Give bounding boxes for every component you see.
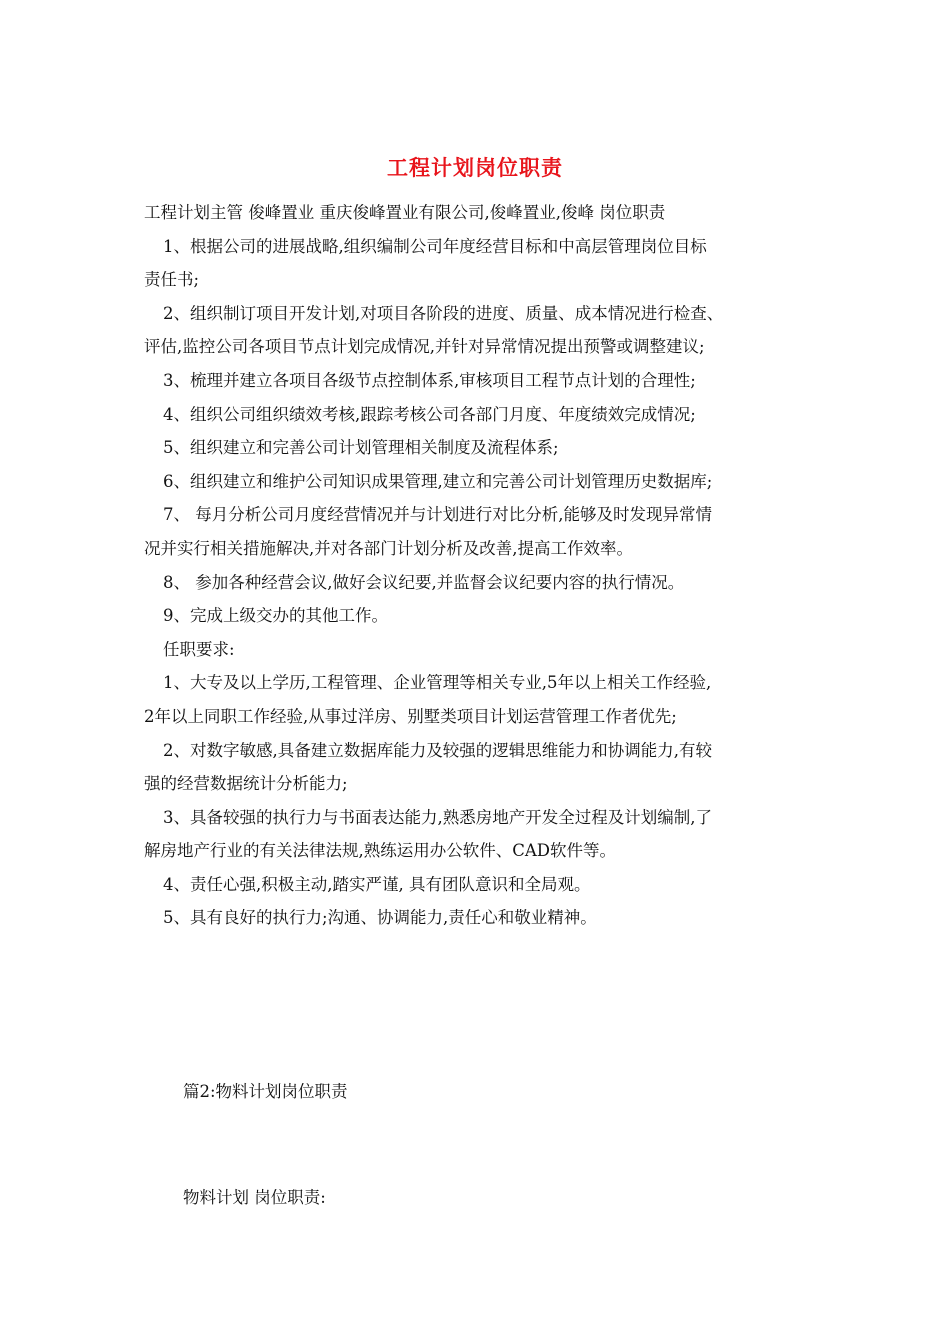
- body-line: 6、组织建立和维护公司知识成果管理,建立和完善公司计划管理历史数据库;: [163, 471, 713, 491]
- body-line: 1、大专及以上学历,工程管理、企业管理等相关专业,5年以上相关工作经验,: [163, 673, 712, 693]
- body-line: 5、组织建立和完善公司计划管理相关制度及流程体系;: [163, 438, 559, 458]
- document-body: [144, 196, 814, 935]
- body-line: 3、梳理并建立各项目各级节点控制体系,审核项目工程节点计划的合理性;: [163, 370, 696, 390]
- body-line: 7、 每月分析公司月度经营情况并与计划进行对比分析,能够及时发现异常情: [163, 505, 712, 525]
- requirements-heading: 任职要求:: [163, 639, 235, 659]
- subtitle-line: 工程计划主管 俊峰置业 重庆俊峰置业有限公司,俊峰置业,俊峰 岗位职责: [144, 203, 666, 222]
- body-line: 强的经营数据统计分析能力;: [144, 774, 348, 794]
- document-title: 工程计划岗位职责: [387, 155, 563, 180]
- body-line: 况并实行相关措施解决,并对各部门计划分析及改善,提高工作效率。: [144, 538, 633, 558]
- body-line: 责任书;: [144, 270, 200, 290]
- body-line: 9、完成上级交办的其他工作。: [163, 606, 388, 626]
- section2-heading: 篇2:物料计划岗位职责: [183, 1082, 348, 1101]
- body-line: 4、责任心强,积极主动,踏实严谨, 具有团队意识和全局观。: [163, 874, 591, 894]
- body-line: 2、组织制订项目开发计划,对项目各阶段的进度、质量、成本情况进行检查、: [163, 303, 724, 323]
- body-line: 1、根据公司的进展战略,组织编制公司年度经营目标和中高层管理岗位目标: [163, 236, 707, 256]
- body-line: 评估,监控公司各项目节点计划完成情况,并针对异常情况提出预警或调整建议;: [144, 337, 705, 357]
- body-line: 8、 参加各种经营会议,做好会议纪要,并监督会议纪要内容的执行情况。: [163, 572, 685, 592]
- body-line: 2、对数字敏感,具备建立数据库能力及较强的逻辑思维能力和协调能力,有较: [163, 740, 712, 760]
- body-line: 2年以上同职工作经验,从事过洋房、别墅类项目计划运营管理工作者优先;: [144, 706, 677, 726]
- body-line: 3、具备较强的执行力与书面表达能力,熟悉房地产开发全过程及计划编制,了: [163, 807, 712, 827]
- section2-subheading: 物料计划 岗位职责:: [183, 1188, 326, 1207]
- body-line: 5、具有良好的执行力;沟通、协调能力,责任心和敬业精神。: [163, 908, 597, 928]
- body-line: 解房地产行业的有关法律法规,熟练运用办公软件、CAD软件等。: [144, 841, 617, 861]
- body-line: 4、组织公司组织绩效考核,跟踪考核公司各部门月度、年度绩效完成情况;: [163, 404, 696, 424]
